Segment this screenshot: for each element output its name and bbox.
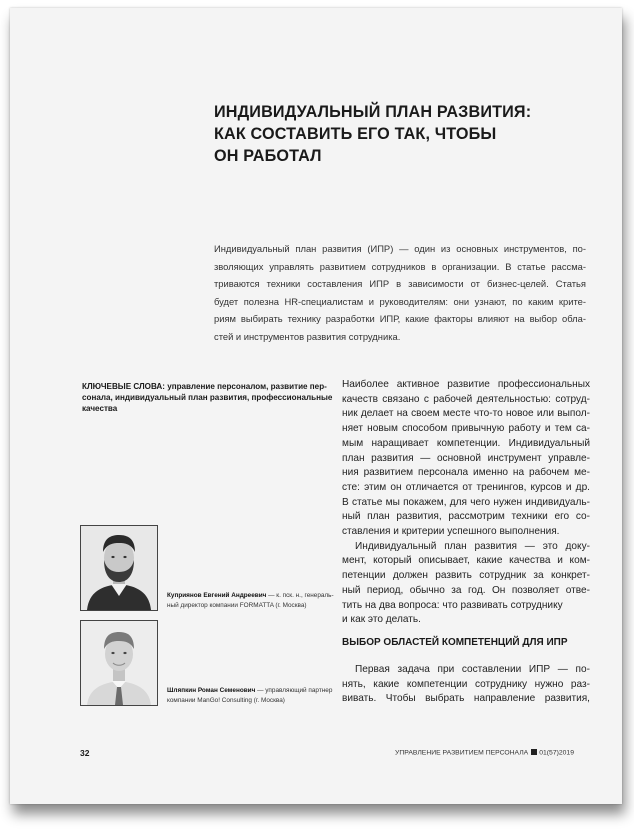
body-line: В статье мы покажем, для чего нужен индивидуаль-: [342, 496, 590, 508]
author-company: ный директор компании FORMATTA (г. Москва): [167, 602, 307, 609]
article-title: [214, 101, 594, 167]
article-title-line: ОН РАБОТАЛ: [214, 147, 322, 165]
author-photo-shlyapkin: [80, 620, 158, 706]
body-line: нять, какие компетенции сотруднику нужно раз-: [342, 678, 590, 690]
journal-name: УПРАВЛЕНИЕ РАЗВИТИЕМ ПЕРСОНАЛА: [395, 749, 529, 757]
keywords-line: сонала, индивидуальный план развития, профессиональные: [82, 393, 333, 403]
body-line: ставления и критерии успешного выполнения.: [342, 526, 560, 538]
keywords-line: качества: [82, 404, 118, 414]
author-role: — управляющий партнер: [255, 687, 333, 694]
body-line: няет новым способом привычную работу и тем са-: [342, 423, 590, 435]
body-line: мым наращивает компетенции. Индивидуальный: [342, 437, 590, 449]
magazine-page: [10, 8, 622, 804]
article-title-line: ИНДИВИДУАЛЬНЫЙ ПЛАН РАЗВИТИЯ:: [214, 103, 532, 121]
article-title-line: КАК СОСТАВИТЬ ЕГО ТАК, ЧТОБЫ: [214, 125, 497, 143]
body-line: и как это делать.: [342, 614, 421, 626]
body-line: вивать. Чтобы выбрать направление развития,: [342, 693, 590, 705]
page-number: 32: [80, 748, 90, 758]
body-line: мент, который описывает, какие качества и ком-: [342, 555, 590, 567]
keywords-line: КЛЮЧЕВЫЕ СЛОВА: управление персоналом, развитие пер-: [82, 382, 327, 391]
body-line: Наиболее активное развитие профессиональных: [342, 379, 590, 390]
article-body: [342, 378, 590, 628]
lead-line: стей и инструментов развития сотрудника.: [214, 330, 401, 342]
journal-issue: 01(57)2019: [539, 749, 574, 757]
body-line: качеств связано с рабочей деятельностью: сотруд-: [342, 393, 590, 405]
body-line: ный период, обычно за год. Он позволяет отве-: [342, 584, 590, 596]
body-line: Первая задача при составлении ИПР — по-: [355, 664, 590, 675]
body-line: план развития — основной инструмент управле-: [342, 452, 590, 464]
lead-line: зволяющих управлять развитием сотрудников в организации. В статье рассма-: [214, 260, 586, 272]
lead-line: Индивидуальный план развития (ИПР) — один из основных инструментов, по-: [214, 243, 586, 254]
body-line: ния развитием персонала именно на рабочем ме-: [342, 467, 590, 479]
body-line: петенции должен развить сотрудник за конкрет-: [342, 570, 590, 582]
author-role: — к. пск. н., генераль-: [266, 592, 334, 599]
author-name: Куприянов Евгений Андреевич: [167, 592, 267, 599]
lead-line: будет полезна HR-специалистам и руководителям: они узнают, по каким крите-: [214, 295, 586, 307]
author-company: компании ManGo! Consulting (г. Москва): [167, 697, 285, 704]
body-line: ный план развития, рассмотрим техники его со-: [342, 511, 590, 523]
author-caption-shlyapkin: [167, 686, 333, 706]
journal-footer: [395, 749, 574, 757]
article-lead: [214, 240, 586, 345]
author-caption-kupriyanov: [167, 591, 334, 611]
author-portrait-image: [81, 621, 157, 705]
author-portrait-image: [81, 526, 157, 610]
body-line: сте: этим он отличается от тренингов, курсов и др.: [342, 481, 590, 493]
square-separator-icon: [531, 749, 537, 755]
section-heading: ВЫБОР ОБЛАСТЕЙ КОМПЕТЕНЦИЙ ДЛЯ ИПР: [342, 637, 568, 648]
author-name: Шляпкин Роман Семенович: [167, 687, 256, 694]
body-line: ник делает на своем месте что-то новое или выпол-: [342, 408, 590, 420]
body-line: тить на два вопроса: что развивать сотруднику: [342, 599, 563, 611]
author-photo-kupriyanov: [80, 525, 158, 611]
body-line: Индивидуальный план развития — это доку-: [355, 540, 590, 552]
section-body: [342, 663, 590, 707]
lead-line: риям выбирать технику разработки ИПР, какие факторы влияют на выбор обла-: [214, 313, 586, 324]
keywords-block: [82, 381, 333, 415]
lead-line: триваются техники составления ИПР в зависимости от бизнес-целей. Статья: [214, 278, 586, 289]
